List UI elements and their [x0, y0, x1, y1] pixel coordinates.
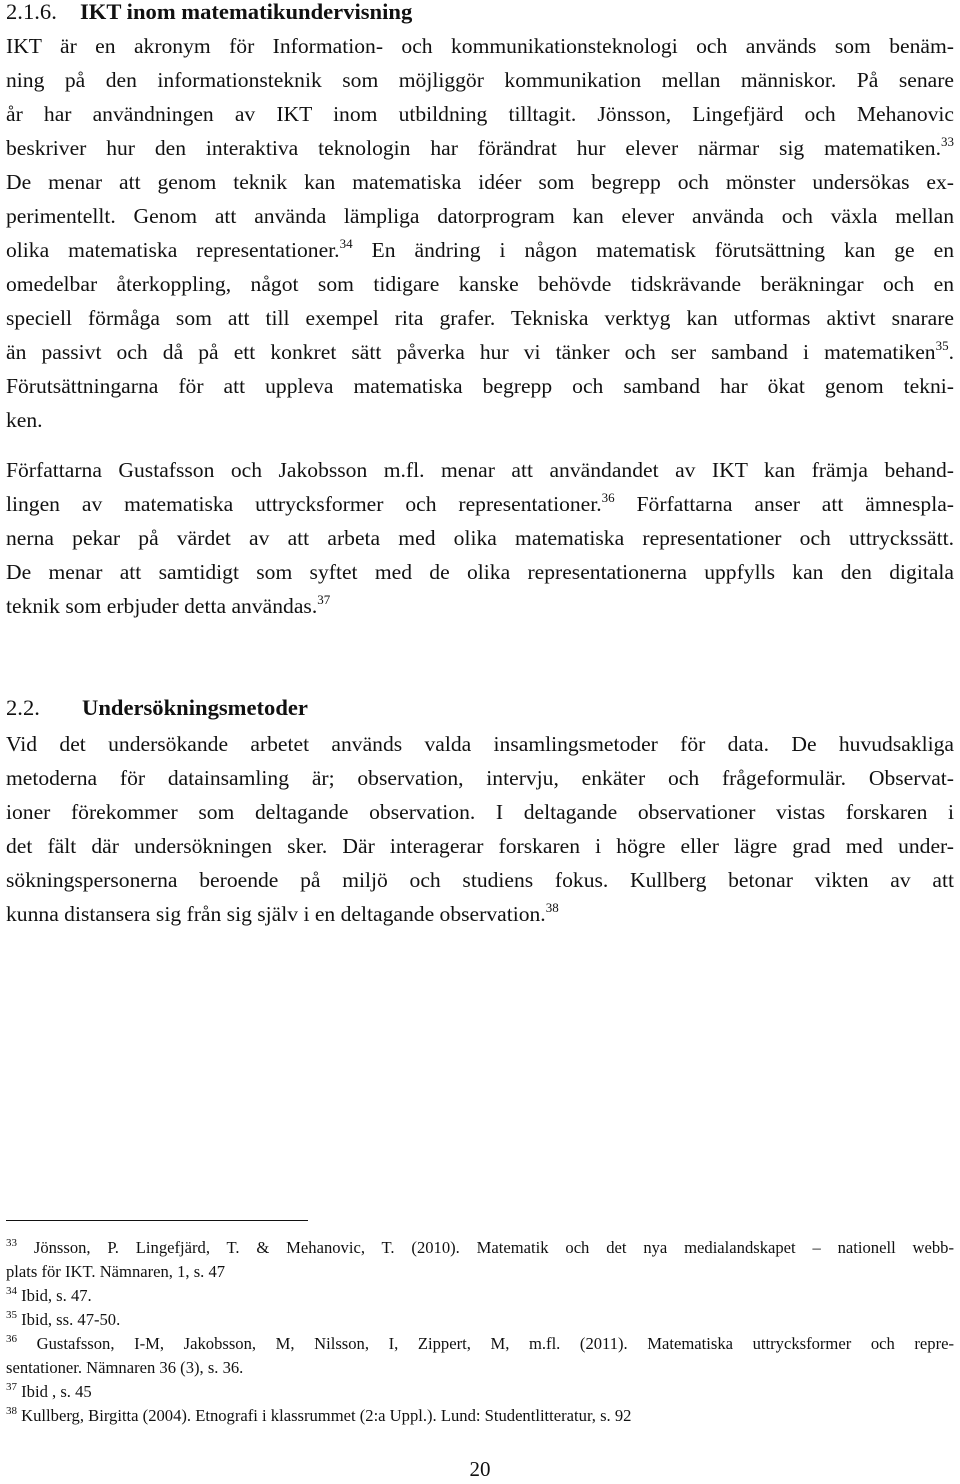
footnote: $^{34}$ Ibid, s. 47.	[6, 1285, 92, 1305]
paragraph-line: Förutsättningarna för att uppleva matematiska begrepp och samband har ökat genom tekni-	[6, 374, 954, 398]
paragraph-line: lingen av matematiska uttrycksformer och representationer.$^{36}$ Författarna anser att ämnespla-	[6, 490, 954, 516]
section-title: Undersökningsmetoder	[82, 695, 308, 720]
section-heading	[6, 694, 308, 722]
paragraph-line: De menar att genom teknik kan matematiska idéer som begrepp och mönster undersökas ex-	[6, 170, 954, 194]
footnote-number: 33	[6, 1237, 17, 1249]
paragraph-line: perimentellt. Genom att använda lämpliga datorprogram kan elever använda och växla mellan	[6, 204, 954, 228]
paragraph-line: kunna distansera sig från sig själv i en deltagande observation.$^{38}$	[6, 900, 559, 926]
footnote-number: 38	[6, 1405, 17, 1417]
paragraph-line: än passivt och då på ett konkret sätt påverka hur vi tänker och ser samband i matematiken$^{35}$.	[6, 338, 954, 364]
paragraph-line: omedelbar återkoppling, något som tidigare kanske behövde tidskrävande beräkningar och en	[6, 272, 954, 296]
paragraph-line: ning på den informationsteknik som möjliggör kommunikation mellan människor. På senare	[6, 68, 954, 92]
footnote-ref[interactable]: 34	[339, 236, 353, 251]
paragraph-line: år har användningen av IKT inom utbildning tilltagit. Jönsson, Lingefjärd och Mehanovic	[6, 102, 954, 126]
paragraph-line: speciell förmåga som att till exempel rita grafer. Tekniska verktyg kan utformas aktivt snarare	[6, 306, 954, 330]
footnote: $^{36}$ Gustafsson, I-M, Jakobsson, M, Nilsson, I, Zippert, M, m.fl. (2011). Matematiska uttrycksformer och repre-	[6, 1333, 954, 1353]
footnote: plats för IKT. Nämnaren, 1, s. 47	[6, 1262, 226, 1281]
paragraph-line: IKT är en akronym för Information- och kommunikationsteknologi och används som benäm-	[6, 34, 954, 58]
footnote-ref[interactable]: 37	[317, 592, 331, 607]
paragraph-line: teknik som erbjuder detta användas.$^{37}$	[6, 592, 331, 618]
paragraph-line: De menar att samtidigt som syftet med de olika representationerna uppfylls kan den digitala	[6, 560, 954, 584]
section-title: IKT inom matematikundervisning	[80, 0, 413, 24]
page-number: 20	[469, 1457, 491, 1481]
section-heading	[6, 0, 412, 26]
footnote: $^{38}$ Kullberg, Birgitta (2004). Etnografi i klassrummet (2:a Uppl.). Lund: Studentlitteratur, s. 92	[6, 1405, 632, 1425]
paragraph-line: nerna pekar på värdet av att arbeta med olika matematiska representationer och uttryckssätt.	[6, 526, 954, 550]
footnote-number: 34	[6, 1285, 17, 1297]
footnote-number: 37	[6, 1381, 17, 1393]
paragraph-line: ioner förekommer som deltagande observation. I deltagande observationer vistas forskaren i	[6, 800, 954, 824]
footnote-ref[interactable]: 35	[935, 338, 949, 353]
footnote-ref[interactable]: 33	[941, 134, 954, 149]
section-number: 2.1.6.	[6, 0, 57, 24]
paragraph-line: Författarna Gustafsson och Jakobsson m.fl. menar att användandet av IKT kan främja behand-	[6, 458, 954, 482]
paragraph-line: olika matematiska representationer.$^{34}$ En ändring i någon matematisk förutsättning kan ge en	[6, 236, 954, 262]
footnote-number: 35	[6, 1309, 17, 1321]
footnote: sentationer. Nämnaren 36 (3), s. 36.	[6, 1358, 244, 1377]
footnote-separator	[6, 1220, 308, 1221]
paragraph-line: sökningspersonerna beroende på miljö och studiens fokus. Kullberg betonar vikten av att	[6, 868, 954, 892]
paragraph-line: metoderna för datainsamling är; observation, intervju, enkäter och frågeformulär. Observat-	[6, 766, 954, 790]
footnote: $^{35}$ Ibid, ss. 47-50.	[6, 1309, 121, 1329]
footnote-ref[interactable]: 36	[601, 490, 615, 505]
paragraph-line: Vid det undersökande arbetet används valda insamlingsmetoder för data. De huvudsakliga	[6, 732, 954, 756]
paragraph-line: ken.	[6, 408, 43, 432]
paragraph-line: beskriver hur den interaktiva teknologin har förändrat hur elever närmar sig matematiken.$^{33}$	[6, 134, 954, 160]
section-number: 2.2.	[6, 695, 40, 720]
paragraph-line: det fält där undersökningen sker. Där interagerar forskaren i högre eller lägre grad med under-	[6, 834, 954, 858]
footnote-number: 36	[6, 1333, 17, 1345]
footnote: $^{37}$ Ibid , s. 45	[6, 1381, 92, 1401]
footnote: $^{33}$ Jönsson, P. Lingefjärd, T. & Mehanovic, T. (2010). Matematik och det nya medialandskapet – nationell webb-	[6, 1237, 955, 1257]
footnote-ref[interactable]: 38	[545, 900, 559, 915]
